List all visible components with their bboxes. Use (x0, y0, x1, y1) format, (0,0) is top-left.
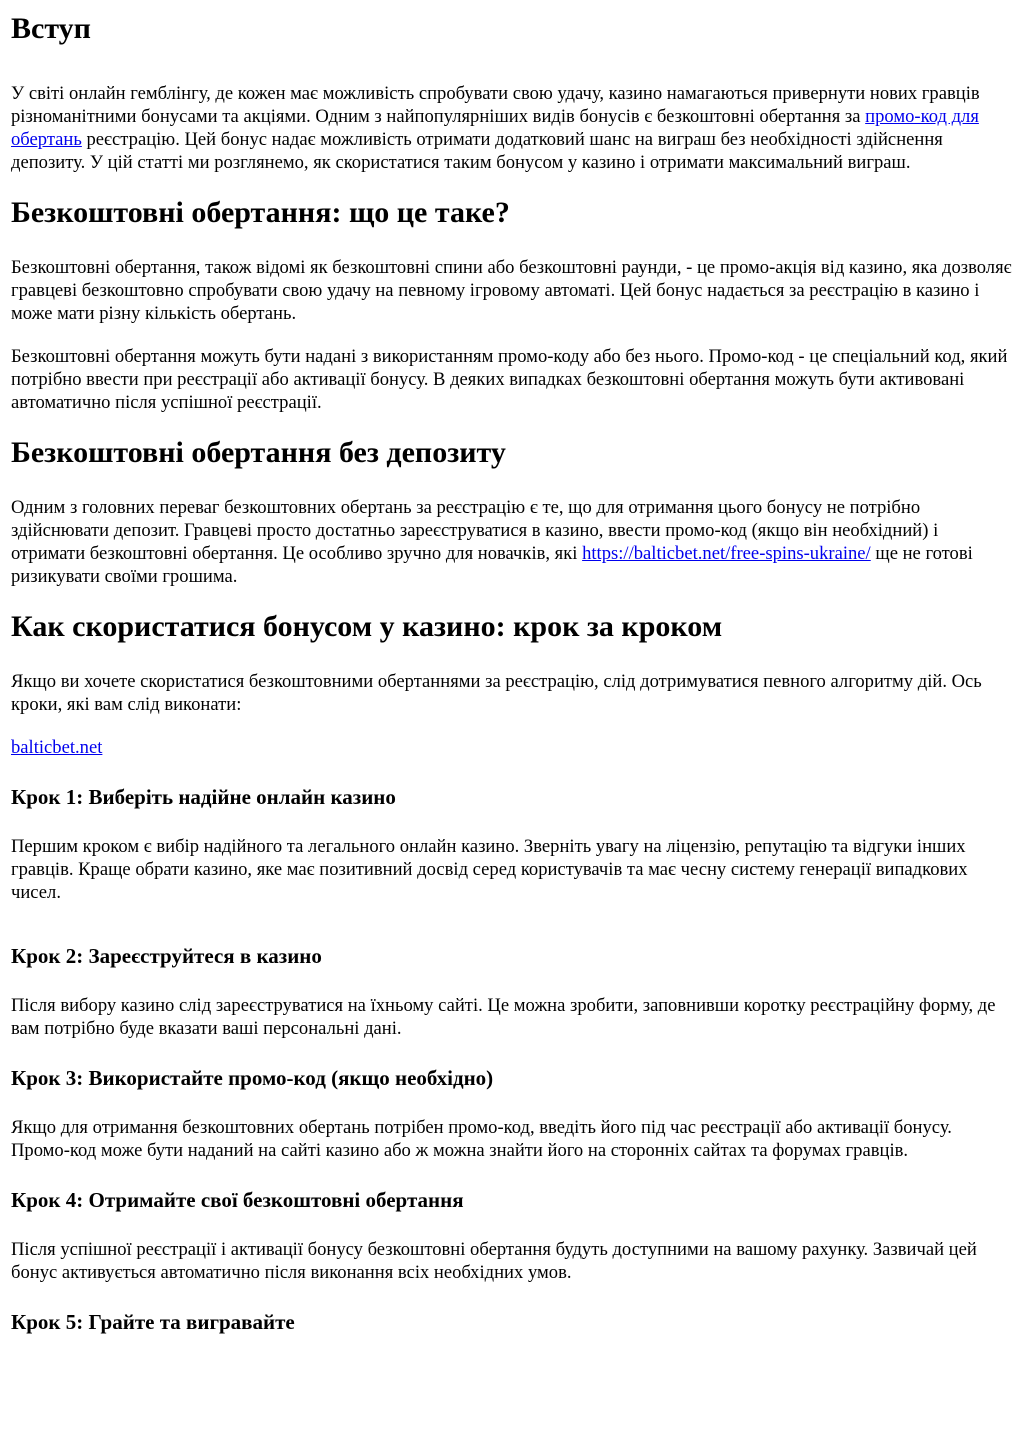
balticbet-link-paragraph (11, 736, 1013, 759)
step-5-heading: Крок 5: Грайте та вигравайте (11, 1310, 295, 1334)
no-deposit-paragraph (11, 496, 1013, 588)
how-to-heading: Как скористатися бонусом у казино: крок за кроком (11, 610, 723, 643)
step-3-text: Якщо для отримання безкоштовних обертань потрібен промо-код, введіть його під час реєстрації або активації бонусу. Промо-код може бути наданий на сайті казино або ж можна знайти його на сторонніх сайтах та форумах гравців. (11, 1117, 952, 1161)
step-2-text: Після вибору казино слід зареєструватися на їхньому сайті. Це можна зробити, заповнивши коротку реєстраційну форму, де вам потрібно буде вказати ваші персональні дані. (11, 995, 996, 1039)
intro-text-end: реєстрацію. Цей бонус надає можливість отримати додатковий шанс на виграш без необхідності здійснення депозиту. У цій статті ми розглянемо, як скористатися таким бонусом у казино і отримати максимальний виграш. (11, 129, 943, 173)
step-3-heading: Крок 3: Використайте промо-код (якщо необхідно) (11, 1066, 494, 1090)
no-deposit-heading: Безкоштовні обертання без депозиту (11, 436, 506, 469)
what-is-paragraph-1: Безкоштовні обертання, також відомі як безкоштовні спини або безкоштовні раунди, - це промо-акція від казино, яка дозволяє гравцеві безкоштовно спробувати свою удачу на певному ігровому автоматі. Цей бонус надається за реєстрацію в казино і може мати різну кількість обертань. (11, 257, 1012, 324)
step-2-heading: Крок 2: Зареєструйтеся в казино (11, 944, 322, 968)
promo-code-link[interactable]: промо-код для обертань (11, 106, 979, 150)
balticbet-free-spins-link[interactable]: https://balticbet.net/free-spins-ukraine/ (582, 543, 871, 564)
step-4-heading: Крок 4: Отримайте свої безкоштовні обертання (11, 1188, 464, 1212)
how-to-paragraph: Якщо ви хочете скористатися безкоштовними обертаннями за реєстрацію, слід дотримуватися певного алгоритму дій. Ось кроки, які вам слід виконати: (11, 671, 982, 715)
balticbet-link[interactable]: balticbet.net (11, 737, 103, 758)
intro-text-start: У світі онлайн гемблінгу, де кожен має можливість спробувати свою удачу, казино намагаються привернути нових гравців різноманітними бонусами та акціями. Одним з найпопулярніших видів бонусів є безкоштовні обертання за (11, 83, 980, 127)
intro-paragraph (11, 82, 1013, 174)
step-4-text: Після успішної реєстрації і активації бонусу безкоштовні обертання будуть доступними на вашому рахунку. Зазвичай цей бонус активується автоматично після виконання всіх необхідних умов. (11, 1239, 977, 1283)
no-deposit-text-start: Одним з головних переваг безкоштовних обертань за реєстрацію є те, що для отримання цього бонусу не потрібно здійснювати депозит. Гравцеві просто достатньо зареєструватися в казино, ввести промо-код (якщо він необхідний) і отримати безкоштовні обертання. Це особливо зручно для новачків, які (11, 497, 939, 564)
no-deposit-text-end: ще не готові ризикувати своїми грошима. (11, 543, 973, 587)
step-1-text: Першим кроком є вибір надійного та легального онлайн казино. Зверніть увагу на ліцензію, репутацію та відгуки інших гравців. Краще обрати казино, яке має позитивний досвід серед користувачів та має чесну систему генерації випадкових чисел. (11, 836, 968, 903)
step-1-heading: Крок 1: Виберіть надійне онлайн казино (11, 785, 396, 809)
what-is-paragraph-2: Безкоштовні обертання можуть бути надані з використанням промо-коду або без нього. Промо-код - це спеціальний код, який потрібно ввести при реєстрації або активації бонусу. В деяких випадках безкоштовні обертання можуть бути активовані автоматично після успішної реєстрації. (11, 346, 1008, 413)
what-is-heading: Безкоштовні обертання: що це таке? (11, 196, 510, 229)
intro-heading: Вступ (11, 12, 91, 45)
